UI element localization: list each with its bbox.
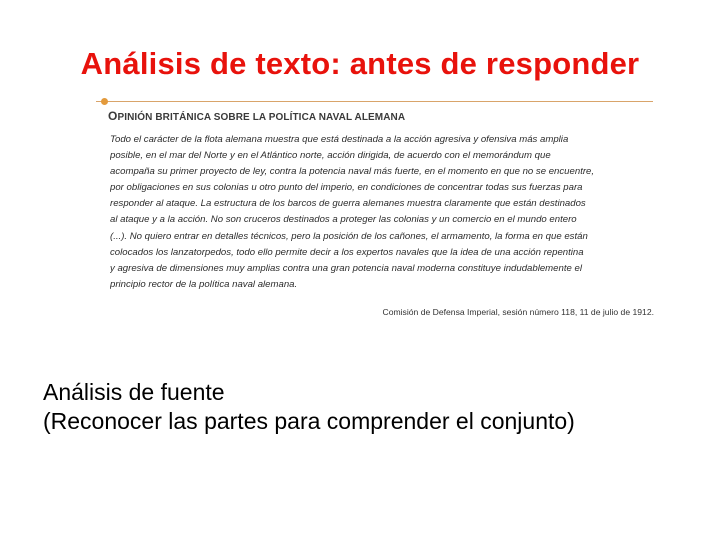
- excerpt-line: acompaña su primer proyecto de ley, contra la potencia naval más fuerte, en el momento en que no se encuentre,: [110, 166, 595, 178]
- excerpt-line: al ataque y a la acción. No son cruceros destinados a proteger las colonias y un comercio en el mundo entero: [110, 214, 577, 226]
- excerpt-line: (...). No quiero entrar en detalles técnicos, pero la posición de los cañones, el armamento, la forma en que están: [110, 230, 588, 242]
- excerpt-line: y agresiva de dimensiones muy amplias contra una gran potencia naval moderna constituye indudablemente el: [110, 262, 582, 274]
- caption-line-2: (Reconocer las partes para comprender el conjunto): [43, 408, 575, 434]
- excerpt-line: Todo el carácter de la flota alemana muestra que está destinada a la acción agresiva y ofensiva más amplia: [110, 134, 569, 145]
- excerpt-line: responder al ataque. La estructura de los barcos de guerra alemanes muestra claramente que están destinados: [110, 198, 586, 210]
- excerpt-line: posible, en el mar del Norte y en el Atlántico norte, acción dirigida, de acuerdo con el memorándum que: [110, 150, 551, 162]
- slide-caption: [43, 378, 575, 436]
- excerpt-line: colocados los lanzatorpedos, todo ello permite decir a los expertos navales que la idea de una acción repentina: [110, 246, 584, 258]
- slide-title: Análisis de texto: antes de responder: [80, 46, 640, 81]
- excerpt-heading-rest: PINIÓN BRITÁNICA SOBRE LA POLÍTICA NAVAL ALEMANA: [117, 112, 406, 123]
- excerpt-body: [110, 132, 658, 293]
- excerpt-source-citation: Comisión de Defensa Imperial, sesión número 118, 11 de julio de 1912.: [382, 307, 654, 317]
- caption-line-1: Análisis de fuente: [43, 379, 225, 405]
- excerpt-divider: [96, 101, 653, 102]
- source-excerpt-image: [96, 96, 656, 326]
- excerpt-line: principio rector de la política naval alemana.: [110, 278, 298, 290]
- excerpt-line: por obligaciones en sus colonias u otro punto del imperio, en condiciones de concentrar todas sus fuerzas para: [110, 182, 583, 194]
- excerpt-heading-initial: O: [108, 109, 118, 123]
- excerpt-heading: [108, 109, 405, 123]
- bullet-dot-icon: [101, 98, 108, 105]
